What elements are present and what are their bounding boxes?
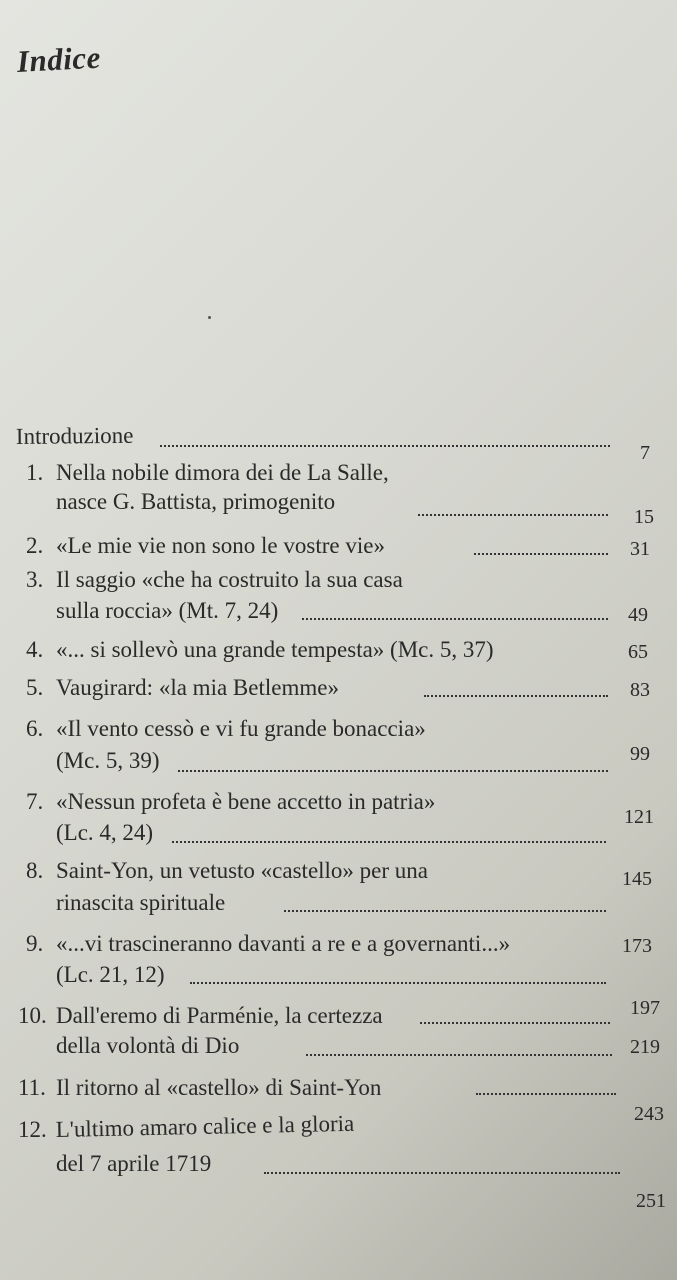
toc-entry-page: 15 <box>634 506 654 528</box>
toc-leader <box>190 982 606 984</box>
toc-intro-page: 7 <box>640 442 650 464</box>
toc-entry-line: «Il vento cessò e vi fu grande bonaccia» <box>56 716 426 741</box>
toc-entry-page: 49 <box>628 604 648 626</box>
toc-entry-number: 4. <box>26 637 44 662</box>
toc-leader <box>306 1054 612 1056</box>
toc-entry-page: 173 <box>622 935 652 957</box>
toc-entry-number: 2. <box>26 533 44 558</box>
toc-entry-page: 65 <box>628 641 648 663</box>
toc-leader <box>476 1093 616 1095</box>
toc-entry-line: L'ultimo amaro calice e la gloria <box>55 1110 355 1143</box>
toc-entry-line: «... si sollevò una grande tempesta» (Mc. 5, 37) <box>56 637 494 662</box>
toc-entry-line: «Nessun profeta è bene accetto in patria» <box>56 789 436 814</box>
toc-entry-line: sulla roccia» (Mt. 7, 24) <box>56 598 279 623</box>
toc-entry-page: 145 <box>622 868 652 890</box>
toc-entry-number: 3. <box>26 567 44 592</box>
toc-leader <box>302 618 608 620</box>
index-heading: Indice <box>16 39 102 79</box>
toc-leader <box>172 841 606 843</box>
toc-entry-line: «Le mie vie non sono le vostre vie» <box>56 533 385 558</box>
toc-entry-page: 251 <box>636 1190 666 1212</box>
toc-entry-page: 243 <box>634 1103 664 1125</box>
toc-entry-number: 11. <box>18 1075 46 1100</box>
toc-leader <box>424 695 608 697</box>
toc-intro-title: Introduzione <box>15 422 134 450</box>
toc-entry-line: (Lc. 4, 24) <box>56 820 154 845</box>
toc-entry-number: 9. <box>26 931 44 956</box>
toc-entry-page: 99 <box>630 743 650 765</box>
toc-entry-line: «...vi trascineranno davanti a re e a governanti...» <box>56 931 511 956</box>
toc-entry-line: Vaugirard: «la mia Betlemme» <box>56 675 339 700</box>
toc-entry-line: Nella nobile dimora dei de La Salle, <box>56 460 389 485</box>
toc-entry-number: 8. <box>26 858 44 883</box>
toc-entry-page: 219 <box>630 1036 660 1058</box>
toc-entry-number: 10. <box>18 1003 47 1028</box>
toc-entry-line: (Lc. 21, 12) <box>56 962 165 987</box>
toc-entry-number: 5. <box>26 675 44 700</box>
toc-entry-page: 121 <box>624 806 654 828</box>
toc-entry-line: (Mc. 5, 39) <box>56 748 160 773</box>
toc-leader <box>474 553 608 555</box>
toc-leader <box>160 445 610 447</box>
toc-entry-page: 197 <box>630 997 660 1019</box>
toc-entry-line: Il ritorno al «castello» di Saint-Yon <box>56 1075 382 1100</box>
toc-entry-page: 31 <box>630 538 650 560</box>
toc-entry-line: Saint-Yon, un vetusto «castello» per una <box>56 858 429 883</box>
toc-entry-line: della volontà di Dio <box>56 1033 240 1058</box>
toc-entry-number: 1. <box>26 460 44 485</box>
toc-entry-number: 7. <box>26 789 44 814</box>
toc-leader <box>178 770 608 772</box>
toc-entry-page: 83 <box>630 679 650 701</box>
toc-entry-number: 6. <box>26 716 44 741</box>
toc-leader <box>264 1172 620 1174</box>
toc-leader <box>418 514 608 516</box>
toc-entry-line: del 7 aprile 1719 <box>56 1151 212 1176</box>
toc-entry-line: Dall'eremo di Parménie, la certezza <box>56 1003 383 1028</box>
toc-leader <box>284 910 606 912</box>
toc-entry-line: rinascita spirituale <box>56 890 226 915</box>
toc-entry-line: Il saggio «che ha costruito la sua casa <box>56 567 403 592</box>
toc-leader <box>420 1022 610 1024</box>
toc-entry-number: 12. <box>18 1117 47 1142</box>
toc-entry-line: nasce G. Battista, primogenito <box>56 489 336 514</box>
